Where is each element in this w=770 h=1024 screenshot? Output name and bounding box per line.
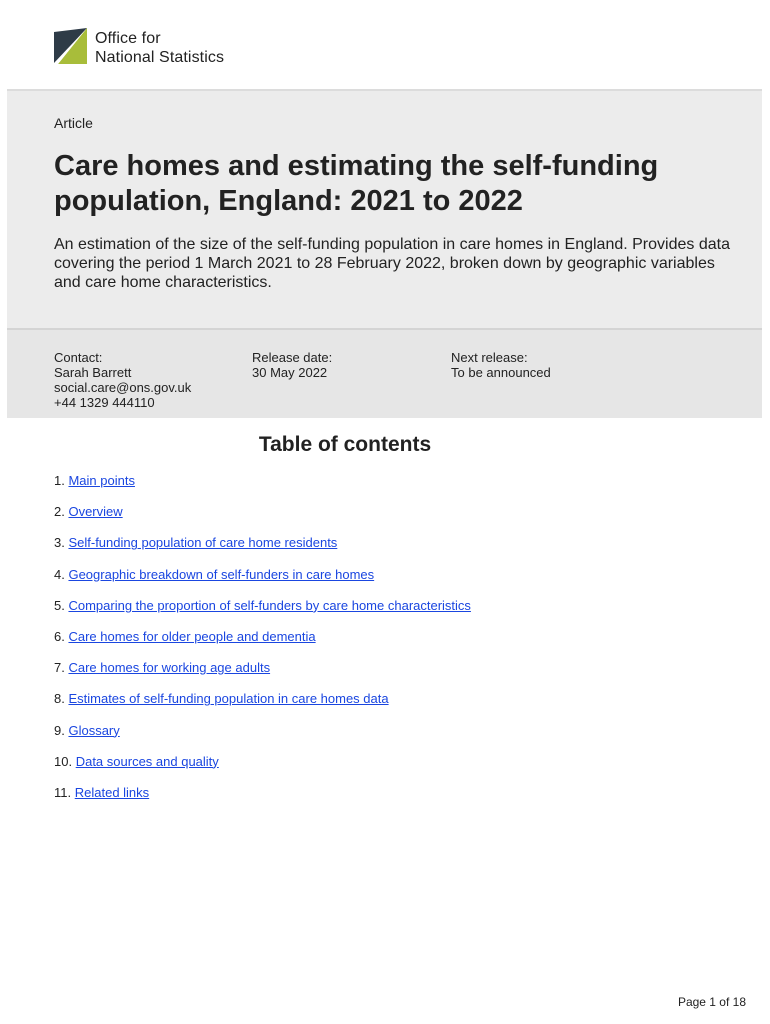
toc-item-number: 6. <box>54 628 65 644</box>
toc-link-self-funding-population[interactable]: Self-funding population of care home residents <box>68 535 338 551</box>
toc-item <box>54 722 471 753</box>
next-release-info <box>451 350 551 380</box>
toc-link-related-links[interactable]: Related links <box>74 784 150 800</box>
toc-item-number: 10. <box>54 753 73 769</box>
toc-item <box>54 784 471 815</box>
toc-item <box>54 597 471 628</box>
toc-item-number: 2. <box>54 504 65 520</box>
toc-link-data-sources[interactable]: Data sources and quality <box>75 753 219 769</box>
toc-item-number: 11. <box>54 784 72 800</box>
logo-line-1: Office for <box>95 30 161 47</box>
toc-item <box>54 566 471 597</box>
page-number: Page 1 of 18 <box>677 995 746 1009</box>
contact-name: Sarah Barrett <box>54 365 132 380</box>
toc-item <box>54 503 471 534</box>
toc-item-number: 7. <box>54 660 65 676</box>
contact-email[interactable]: social.care@ons.gov.uk <box>54 380 192 395</box>
release-date-value: 30 May 2022 <box>252 365 328 380</box>
toc-link-working-age-adults[interactable]: Care homes for working age adults <box>68 660 271 676</box>
next-release-value: To be announced <box>451 365 551 380</box>
logo-line-2: National Statistics <box>95 49 225 66</box>
toc-item-number: 9. <box>54 722 65 738</box>
logo-text <box>95 29 224 67</box>
release-date-label: Release date: <box>252 350 333 365</box>
toc-link-glossary[interactable]: Glossary <box>68 722 120 738</box>
toc-link-older-people-dementia[interactable]: Care homes for older people and dementia <box>68 628 316 644</box>
contact-phone: +44 1329 444110 <box>54 395 155 410</box>
table-of-contents <box>54 472 471 815</box>
toc-link-geographic-breakdown[interactable]: Geographic breakdown of self-funders in care homes <box>68 566 375 582</box>
next-release-label: Next release: <box>451 350 528 365</box>
toc-item-number: 8. <box>54 691 65 707</box>
toc-item-number: 3. <box>54 535 65 551</box>
toc-item <box>54 534 471 565</box>
toc-link-main-points[interactable]: Main points <box>68 473 135 488</box>
toc-item-number: 4. <box>54 566 65 582</box>
toc-item <box>54 628 471 659</box>
toc-link-estimates-data[interactable]: Estimates of self-funding population in care homes data <box>68 691 389 707</box>
article-type-label: Article <box>54 115 93 131</box>
title-banner <box>7 89 762 328</box>
toc-item <box>54 690 471 721</box>
toc-item <box>54 753 471 784</box>
toc-heading: Table of contents <box>258 433 432 456</box>
toc-link-overview[interactable]: Overview <box>68 504 123 520</box>
toc-item-number: 1. <box>54 473 65 488</box>
toc-item <box>54 472 471 503</box>
release-date-info <box>252 350 332 380</box>
ons-logo-icon <box>54 28 89 64</box>
toc-link-comparing-proportion[interactable]: Comparing the proportion of self-funders by care home characteristics <box>68 597 471 613</box>
release-metadata <box>7 328 762 418</box>
article-summary: An estimation of the size of the self-funding population in care homes in England. Provides data covering the period 1 March 2021 to 28 February 2022, broken down by geographic variables and care home characteristics. <box>54 236 730 291</box>
page-title: Care homes and estimating the self-funding population, England: 2021 to 2022 <box>54 150 659 217</box>
contact-info <box>54 350 191 410</box>
contact-label: Contact: <box>54 350 103 365</box>
ons-logo[interactable] <box>54 28 224 67</box>
toc-item <box>54 659 471 690</box>
toc-item-number: 5. <box>54 597 65 613</box>
